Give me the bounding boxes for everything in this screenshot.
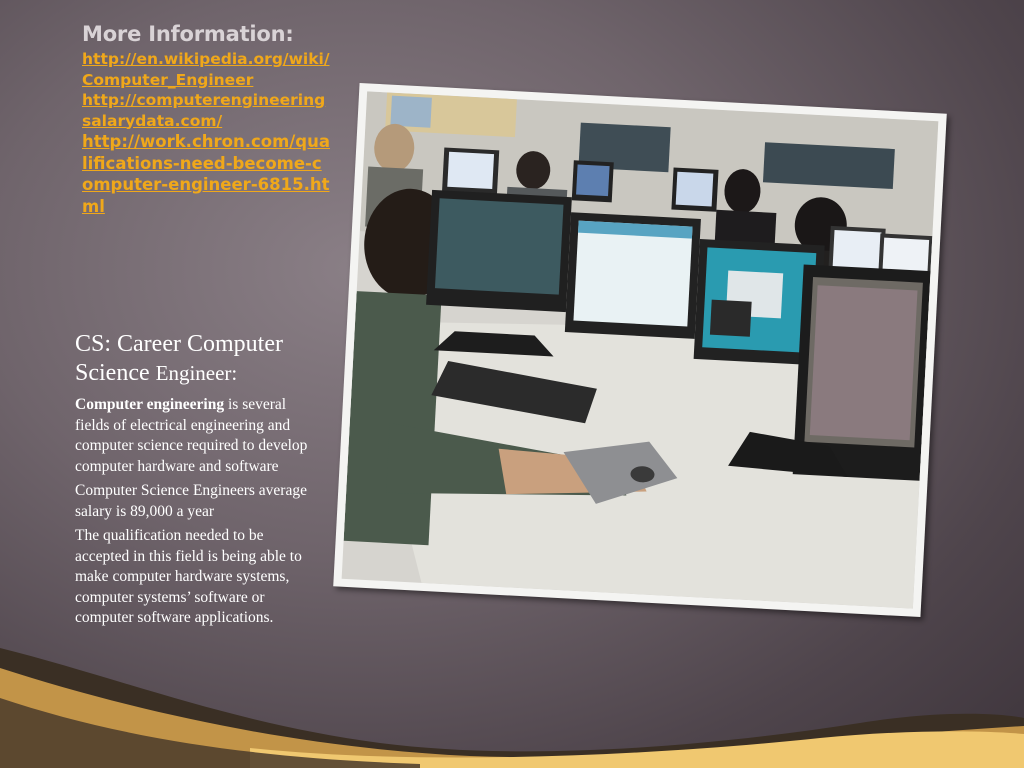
link-wikipedia[interactable]: http://en.wikipedia.org/wiki/Computer_Engineer (82, 50, 330, 89)
career-title-line1: CS: Career Computer (75, 331, 283, 357)
more-info-title: More Information: (82, 22, 294, 46)
career-title-science: Science (75, 360, 150, 386)
computer-lab-illustration (342, 91, 939, 608)
career-definition (75, 395, 310, 477)
link-salary-data[interactable]: http://computerengineeringsalarydata.com/ (82, 91, 326, 130)
career-title-engineer: Engineer: (155, 361, 238, 385)
decorative-swoosh (0, 628, 1024, 768)
career-definition-term: Computer engineering (75, 396, 225, 413)
career-qualification: The qualification needed to be accepted in this field is being able to make computer hardware systems, computer systems’ software or computer software applications. (75, 527, 302, 626)
more-info-section (82, 22, 332, 217)
computer-lab-photo-frame (333, 83, 947, 617)
link-chron[interactable]: http://work.chron.com/qualifications-need-become-computer-engineer-6815.html (82, 132, 330, 216)
career-definition-text: is several fields of electrical engineering and computer science required to develop computer hardware and software (75, 396, 308, 475)
computer-lab-photo (342, 91, 939, 608)
career-salary: Computer Science Engineers average salary is 89,000 a year (75, 482, 307, 520)
career-title (75, 330, 310, 388)
career-section (75, 330, 310, 633)
